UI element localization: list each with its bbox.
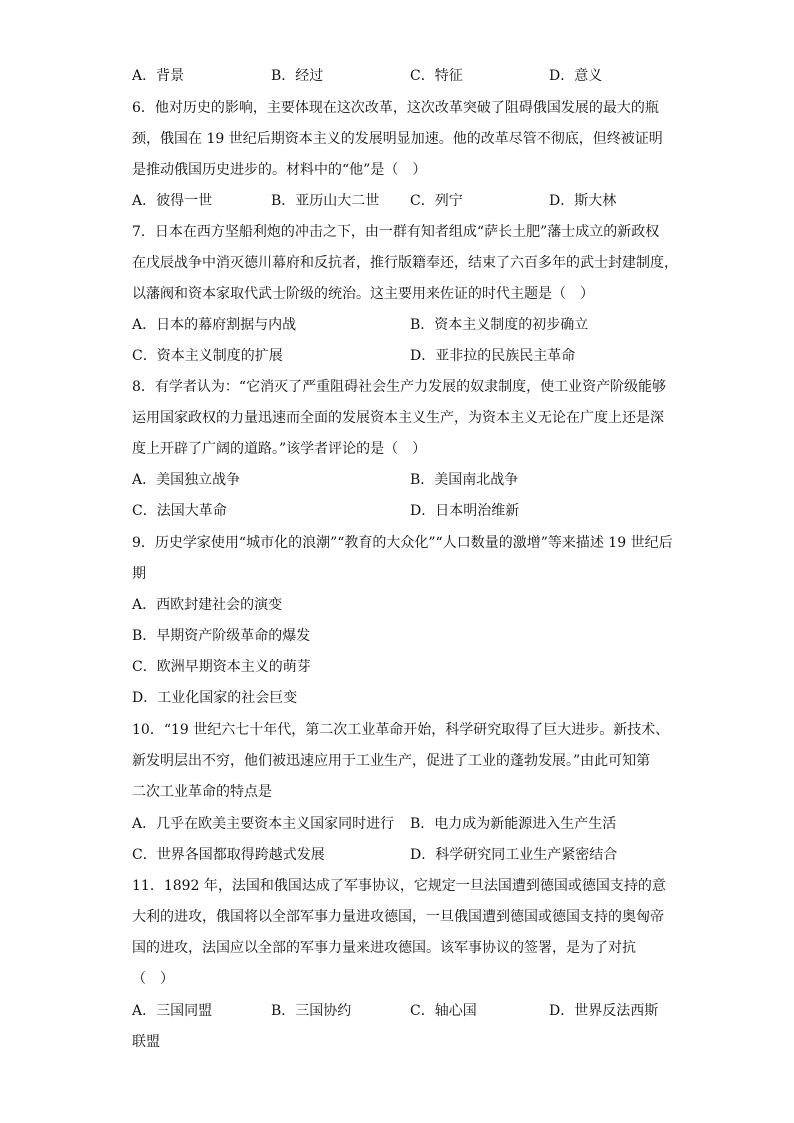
- q5-option-d[interactable]: D．意义: [549, 68, 603, 84]
- q10-option-b[interactable]: B．电力成为新能源进入生产生活: [410, 816, 617, 832]
- q9-stem-line: 9．历史学家使用“城市化的浪潮”“教育的大众化”“人口数量的激增”等来描述 19 世纪后: [132, 535, 673, 551]
- q11-option-a[interactable]: A．三国同盟: [132, 1003, 213, 1019]
- q9-option-b[interactable]: B．早期资产阶级革命的爆发: [132, 628, 311, 644]
- q5-option-a[interactable]: A．背景: [132, 68, 185, 84]
- q10-option-d[interactable]: D．科学研究同工业生产紧密结合: [410, 847, 618, 863]
- q11-stem-line: 国的进攻，法国应以全部的军事力量来进攻德国。该军事协议的签署，是为了对抗: [132, 940, 636, 956]
- q8-stem-line: 8．有学者认为：“它消灭了严重阻碍社会生产力发展的奴隶制度，使工业资产阶级能够: [132, 379, 667, 395]
- q7-stem-line: 以藩阀和资本家取代武士阶级的统治。这主要用来佐证的时代主题是（ ）: [132, 286, 594, 302]
- q8-stem-line: 运用国家政权的力量迅速而全面的发展资本主义生产，为资本主义无论在广度上还是深: [132, 410, 664, 426]
- q11-option-b[interactable]: B．三国协约: [271, 1003, 352, 1019]
- q6-option-d[interactable]: D．斯大林: [549, 193, 617, 209]
- q10-option-c[interactable]: C．世界各国都取得跨越式发展: [132, 847, 325, 863]
- q6-option-c[interactable]: C．列宁: [410, 193, 463, 209]
- q7-stem-line: 7．日本在西方坚船利炮的冲击之下，由一群有知者组成“萨长土肥”藩士成立的新政权: [132, 224, 660, 240]
- q8-option-a[interactable]: A．美国独立战争: [132, 472, 241, 488]
- q10-option-a[interactable]: A．几乎在欧美主要资本主义国家同时进行: [132, 816, 395, 832]
- q7-option-b[interactable]: B．资本主义制度的初步确立: [410, 317, 589, 333]
- q7-stem-line: 在戊辰战争中消灭德川幕府和反抗者，推行版籍奉还，结束了六百多年的武士封建制度，: [132, 255, 678, 271]
- q10-stem-line: 10．“19 世纪六七十年代，第二次工业革命开始，科学研究取得了巨大进步。新技术、: [132, 722, 670, 738]
- q5-option-b[interactable]: B．经过: [271, 68, 324, 84]
- q7-option-a[interactable]: A．日本的幕府割据与内战: [132, 317, 297, 333]
- q8-option-c[interactable]: C．法国大革命: [132, 503, 227, 519]
- q11-stem-line: 11．1892 年，法国和俄国达成了军事协议，它规定一旦法国遭到德国或德国支持的意: [132, 878, 666, 894]
- q8-option-d[interactable]: D．日本明治维新: [410, 503, 520, 519]
- q11-option-d[interactable]: D．世界反法西斯: [549, 1003, 659, 1019]
- q6-option-b[interactable]: B．亚历山大二世: [271, 193, 380, 209]
- q9-option-d[interactable]: D．工业化国家的社会巨变: [132, 690, 298, 706]
- q8-stem-line: 度上开辟了广阔的道路。”该学者评论的是（ ）: [132, 441, 427, 457]
- q11-stem-line: 大利的进攻，俄国将以全部军事力量进攻德国，一旦俄国遭到德国或德国支持的奥匈帝: [132, 909, 664, 925]
- q7-option-d[interactable]: D．亚非拉的民族民主革命: [410, 348, 576, 364]
- q9-option-c[interactable]: C．欧洲早期资本主义的萌芽: [132, 659, 311, 675]
- q10-stem-line: 二次工业革命的特点是: [132, 784, 272, 800]
- q5-option-c[interactable]: C．特征: [410, 68, 463, 84]
- q11-option-d-wrap: 联盟: [132, 1034, 160, 1050]
- q9-option-a[interactable]: A．西欧封建社会的演变: [132, 597, 283, 613]
- q6-option-a[interactable]: A．彼得一世: [132, 193, 213, 209]
- q8-option-b[interactable]: B．美国南北战争: [410, 472, 519, 488]
- q6-stem-line: 颈，俄国在 19 世纪后期资本主义的发展明显加速。他的改革尽管不彻底，但终被证明: [132, 131, 663, 147]
- q7-option-c[interactable]: C．资本主义制度的扩展: [132, 348, 283, 364]
- q9-stem-line: 期: [132, 566, 146, 582]
- q11-stem-line: （ ）: [132, 971, 174, 987]
- q6-stem-line: 6．他对历史的影响，主要体现在这次改革，这次改革突破了阻碍俄国发展的最大的瓶: [132, 100, 659, 116]
- q6-stem-line: 是推动俄国历史进步的。材料中的“他”是（ ）: [132, 162, 427, 178]
- q11-option-c[interactable]: C．轴心国: [410, 1003, 477, 1019]
- q10-stem-line: 新发明层出不穷，他们被迅速应用于工业生产，促进了工业的蓬勃发展。”由此可知第: [132, 753, 651, 769]
